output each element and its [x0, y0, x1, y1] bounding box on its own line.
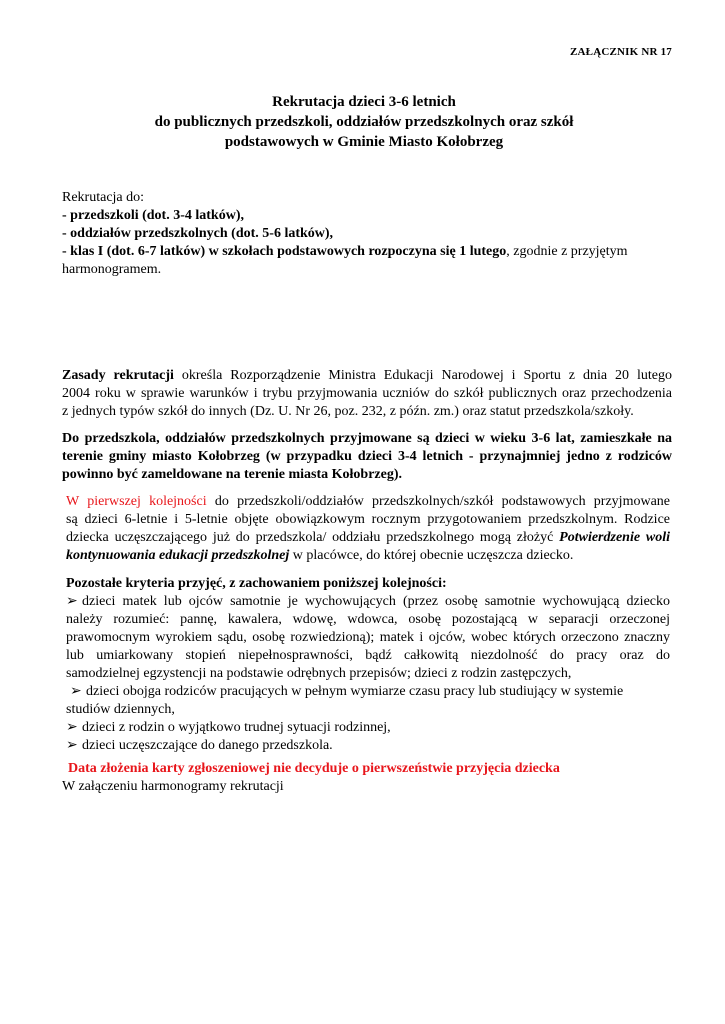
- rules-line-2: 2004 roku w sprawie warunków i trybu przyjmowania uczniów do szkół publicznych oraz przechodzenia: [62, 386, 672, 401]
- priority-line-3: [66, 529, 670, 547]
- priority-line-2: są dzieci 6-letnie i 5-letnie objęte obowiązkowym rocznym przygotowaniem przedszkolnym. Rodzice: [66, 512, 670, 527]
- eligibility-section: [62, 430, 672, 484]
- intro-item-3: [62, 243, 672, 261]
- intro-section: [62, 189, 672, 279]
- priority-line-4-rest: w placówce, do której obecnie uczęszcza dziecko.: [289, 548, 574, 563]
- eligibility-line-2: terenie gminy miasto Kołobrzeg (w przypadku dzieci 3-4 letnich - przynajmniej jedno z rodziców: [62, 449, 672, 464]
- criteria-b3: dzieci z rodzin o wyjątkowo trudnej sytuacji rodzinnej,: [82, 720, 391, 735]
- intro-item-2: - oddziałów przedszkolnych (dot. 5-6 latków),: [62, 226, 334, 241]
- priority-line-1-rest: do przedszkoli/oddziałów przedszkolnych/szkół podstawowych przyjmowane: [206, 494, 671, 509]
- criteria-b1-l4: lub umiarkowany stopień niepełnosprawności, bądź całkowitą niezdolność do pracy oraz do: [66, 648, 670, 663]
- criteria-bullet-2-line-1: [66, 683, 670, 701]
- eligibility-line-3: powinno być zameldowane na terenie miasta Kołobrzeg).: [62, 467, 402, 482]
- criteria-bullet-1-line-1: [66, 593, 670, 611]
- criteria-b1-l2: należy rozumieć: pannę, kawalera, wdowę, wdowca, osobę pozostającą w separacji orzeczonej: [66, 612, 670, 627]
- title-line-2: do publicznych przedszkoli, oddziałów przedszkolnych oraz szkół: [154, 114, 574, 130]
- criteria-b1-l5: samodzielnej egzystencji na podstawie odrębnych przepisów; dzieci z rodzin zastępczych,: [66, 666, 572, 681]
- criteria-bullet-3: [66, 719, 670, 737]
- criteria-bullet-4: [66, 737, 670, 755]
- intro-item-3-bold: - klas I (dot. 6-7 latków) w szkołach podstawowych rozpoczyna się 1 lutego: [62, 244, 507, 259]
- page-title: [62, 92, 666, 152]
- footer-notice: Data złożenia karty zgłoszeniowej nie decyduje o pierwszeństwie przyjęcia dziecka: [68, 761, 560, 776]
- priority-line-3-bold-italic: Potwierdzenie woli: [559, 530, 670, 545]
- arrow-bullet-icon: ➢: [70, 684, 82, 699]
- criteria-b2-l2: studiów dziennych,: [66, 702, 175, 717]
- priority-line-1: [66, 493, 670, 511]
- criteria-b4: dzieci uczęszczające do danego przedszkola.: [82, 738, 333, 753]
- rules-line-1: [62, 367, 672, 385]
- eligibility-line-1: Do przedszkola, oddziałów przedszkolnych przyjmowane są dzieci w wieku 3-6 lat, zamieszkałe na: [62, 431, 672, 446]
- priority-section: [66, 493, 670, 565]
- criteria-heading: Pozostałe kryteria przyjęć, z zachowaniem poniższej kolejności:: [66, 576, 447, 591]
- criteria-b2-l1: dzieci obojga rodziców pracujących w pełnym wymiarze czasu pracy lub studiujący w systemie: [86, 684, 624, 699]
- footer-attachment: W załączeniu harmonogramy rekrutacji: [62, 779, 284, 794]
- priority-line-3-start: dziecka uczęszczającego już do przedszkola/ oddziału przedszkolnego mogą złożyć: [66, 530, 560, 545]
- criteria-b1-l1: dzieci matek lub ojców samotnie je wychowujących (przez osobę samotnie wychowującą dziecko: [82, 594, 670, 609]
- arrow-bullet-icon: ➢: [66, 738, 78, 753]
- rules-line-1-rest: określa Rozporządzenie Ministra Edukacji Narodowej i Sportu z dnia 20 lutego: [173, 368, 672, 383]
- arrow-bullet-icon: ➢: [66, 594, 78, 609]
- arrow-bullet-icon: ➢: [66, 720, 78, 735]
- rules-line-3: z jednych typów szkół do innych (Dz. U. Nr 26, poz. 232, z późn. zm.) oraz statut przedszkola/szkoły.: [62, 404, 634, 419]
- intro-item-3-cont: harmonogramem.: [62, 262, 162, 277]
- priority-line-4-bold-italic: kontynuowania edukacji przedszkolnej: [66, 548, 290, 563]
- footer-section: [62, 760, 672, 796]
- intro-item-1: - przedszkoli (dot. 3-4 latków),: [62, 208, 244, 223]
- rules-bold-lead: Zasady rekrutacji: [62, 368, 174, 383]
- criteria-section: [66, 575, 670, 755]
- priority-red-lead: W pierwszej kolejności: [66, 494, 207, 509]
- rules-section: [62, 367, 672, 421]
- intro-item-3-rest: , zgodnie z przyjętym: [506, 244, 628, 259]
- criteria-b1-l3: prawomocnym wyrokiem sądu, osobę rozwiedzioną); matek i ojców, wobec których orzeczono znaczny: [66, 630, 670, 645]
- title-line-3: podstawowych w Gminie Miasto Kołobrzeg: [224, 134, 504, 150]
- priority-line-4: [66, 547, 670, 565]
- intro-heading: Rekrutacja do:: [62, 190, 145, 205]
- annex-label: ZAŁĄCZNIK NR 17: [569, 46, 672, 58]
- title-line-1: Rekrutacja dzieci 3-6 letnich: [272, 94, 456, 110]
